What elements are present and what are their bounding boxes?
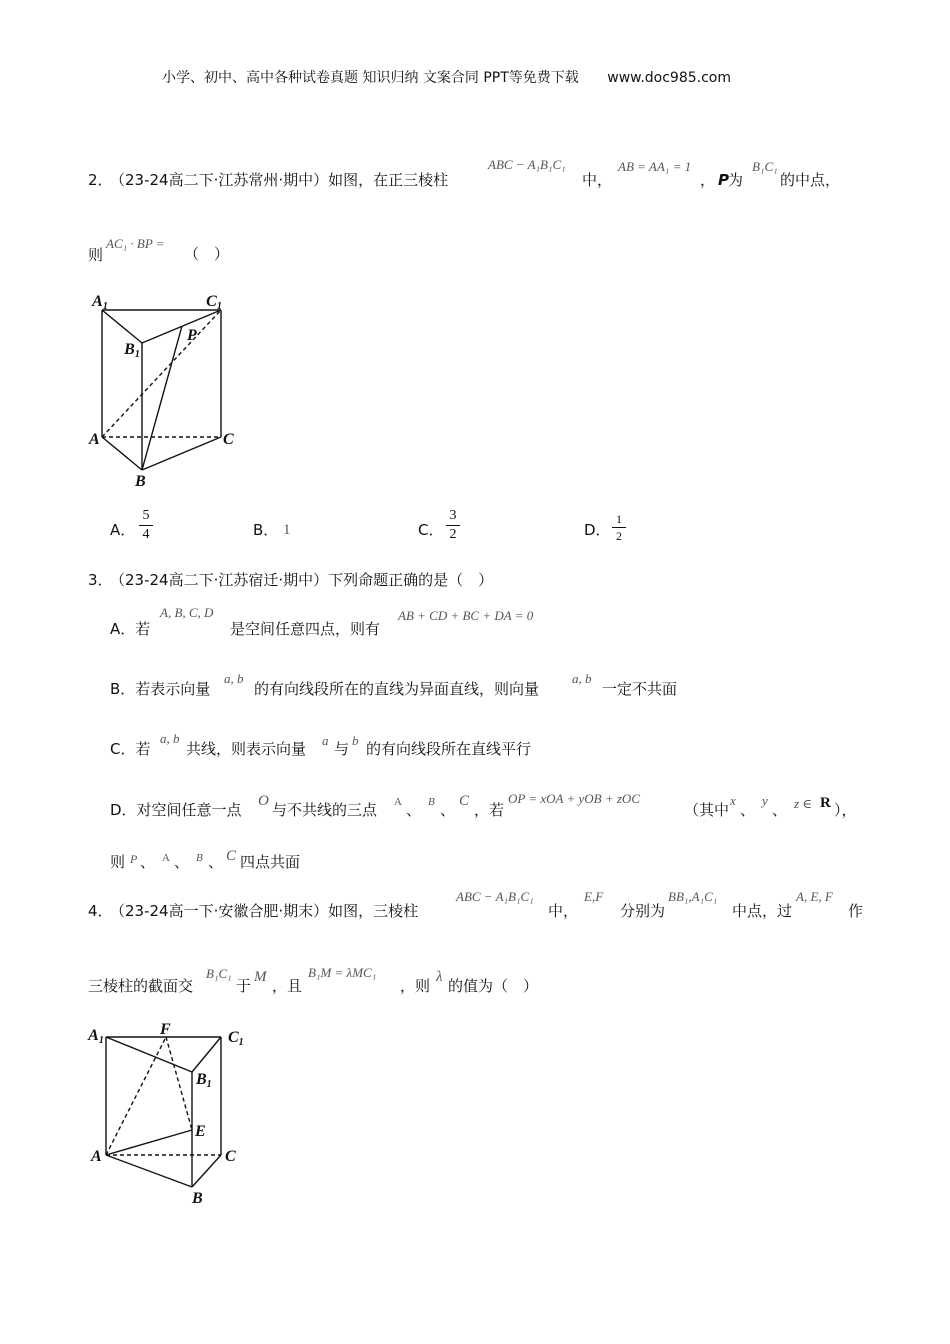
- q4-text1: 分别为: [620, 902, 666, 920]
- q3-option-d-o: O: [258, 793, 269, 809]
- fig2-label-b: B: [192, 1190, 203, 1205]
- q2-option-d-frac: 1 2: [612, 513, 626, 542]
- fig2-label-a: A: [91, 1148, 102, 1165]
- q3-option-b-vectors2: a, b: [572, 671, 592, 686]
- q2-condition-formula: AB = AA₁ = 1: [618, 159, 692, 174]
- q3-option-d-pc: C: [459, 793, 470, 809]
- q2-answer-paren: （ ）: [184, 245, 230, 263]
- q2-ze: 则: [88, 246, 104, 264]
- q2-option-d-letter[interactable]: D．: [584, 521, 611, 539]
- q2-text-mid: 中，: [582, 171, 613, 189]
- q3-option-d-lead[interactable]: D．对空间任意一点: [110, 801, 242, 819]
- q3-option-d-text4: ），: [834, 801, 857, 819]
- q2-source: （23-24高二下·江苏常州·期中）如图，在正三棱柱: [110, 171, 449, 189]
- q2-text-wei: 为: [728, 171, 744, 189]
- fig2-label-f: F: [160, 1021, 171, 1038]
- q2-option-c-letter[interactable]: C．: [418, 521, 444, 539]
- q4-text-mid: 中，: [548, 902, 579, 920]
- q3-option-d-line2-a: A: [162, 852, 170, 864]
- q4-line2-text2: 于: [236, 977, 252, 995]
- q3-option-d-line2-sep3: 、: [208, 853, 224, 871]
- fig1-label-c1: C1: [206, 293, 222, 312]
- q3-option-b-vectors1: a, b: [224, 671, 244, 686]
- fig2-label-c: C: [225, 1148, 236, 1165]
- q4-line2-m: M: [254, 969, 267, 985]
- q3-option-d-sep1: 、: [406, 801, 422, 819]
- fig2-label-c1: C1: [228, 1029, 244, 1048]
- fig1-label-c: C: [223, 431, 234, 448]
- q4-line2-text5: 的值为（ ）: [448, 977, 539, 995]
- q3-option-c-vector-b: b: [352, 733, 359, 748]
- q2-option-b-letter[interactable]: B．: [253, 521, 279, 539]
- q3-option-d-line2-ze: 则: [110, 853, 126, 871]
- q2-prism-formula: ABC − A₁B₁C₁: [488, 157, 566, 172]
- q2-option-c-frac: 3 2: [446, 509, 460, 542]
- q4-line2-lambda: λ: [436, 969, 443, 985]
- q2-text-tail: 的中点，: [780, 171, 841, 189]
- q3-option-c-lead[interactable]: C．若: [110, 740, 151, 758]
- q4-segments: BB₁,A₁C₁: [668, 889, 718, 904]
- q3-stem: （23-24高二下·江苏宿迁·期中）下列命题正确的是（ ）: [110, 571, 494, 589]
- q3-option-a-text: 是空间任意四点，则有: [230, 620, 381, 638]
- q2-option-a-frac: 5 4: [139, 509, 153, 542]
- q2-segment: B₁C₁: [752, 159, 778, 174]
- q3-option-a-equation: AB + CD + BC + DA = 0: [398, 608, 534, 623]
- q3-option-d-equation: OP = xOA + yOB + zOC: [508, 791, 640, 806]
- q4-ef: E,F: [584, 889, 604, 904]
- q3-option-d-text2: ，若: [474, 801, 505, 819]
- q4-line2-segment: B₁C₁: [206, 966, 232, 981]
- q3-option-d-line2-c: C: [226, 848, 237, 864]
- q3-option-d-line2-b: B: [196, 852, 203, 864]
- q4-prism-formula: ABC − A₁B₁C₁: [456, 889, 534, 904]
- fig2-label-a1: A1: [88, 1027, 104, 1046]
- q4-prism-figure: [80, 1020, 250, 1205]
- q3-option-d-text1: 与不共线的三点: [272, 801, 378, 819]
- q4-number: 4．: [88, 902, 113, 920]
- q3-option-c-vector-a: a: [322, 733, 329, 748]
- q2-prism-figure: [80, 288, 250, 488]
- q4-line2-text3: ，且: [272, 977, 303, 995]
- q3-option-d-pa: A: [394, 796, 402, 808]
- q3-option-d-sep4: 、: [772, 801, 788, 819]
- q3-option-c-text3: 的有向线段所在直线平行: [366, 740, 532, 758]
- q3-number: 3．: [88, 571, 113, 589]
- fig1-label-b1: B1: [124, 341, 140, 360]
- q3-option-d-x: x: [730, 793, 736, 808]
- q3-option-d-pb: B: [428, 796, 435, 808]
- q2-point-p: P: [718, 171, 729, 189]
- q4-points: A, E, F: [796, 889, 833, 904]
- q3-option-d-sep3: 、: [740, 801, 756, 819]
- q4-line2-text4: ，则: [400, 977, 431, 995]
- q3-option-b-text2: 一定不共面: [602, 680, 678, 698]
- q2-number: 2．: [88, 171, 113, 189]
- q3-option-d-line2-text: 四点共面: [240, 853, 301, 871]
- header-banner: [162, 71, 731, 85]
- header-site-link[interactable]: www.doc985.com: [607, 70, 731, 86]
- fig1-label-b: B: [135, 473, 146, 488]
- q2-option-a-letter[interactable]: A．: [110, 521, 136, 539]
- fig2-label-e: E: [195, 1123, 206, 1140]
- q3-option-d-z: z ∈: [794, 796, 812, 811]
- fig1-label-a1: A1: [92, 293, 108, 312]
- q4-line2-equation: B₁M = λMC₁: [308, 965, 377, 980]
- q2-option-b-value: 1: [283, 522, 291, 538]
- q4-text2: 中点，过: [732, 902, 793, 920]
- header-text: 小学、初中、高中各种试卷真题 知识归纳 文案合同 PPT等免费下载: [162, 70, 579, 86]
- q3-option-b-lead[interactable]: B．若表示向量: [110, 680, 211, 698]
- fig1-label-p: P: [187, 327, 197, 344]
- q3-option-a-lead[interactable]: A．若: [110, 620, 151, 638]
- q4-zuo: 作: [848, 902, 864, 920]
- q2-expression: AC₁ · BP =: [106, 236, 165, 251]
- q4-source: （23-24高一下·安徽合肥·期末）如图，三棱柱: [110, 902, 419, 920]
- q3-option-d-line2-sep2: 、: [174, 853, 190, 871]
- q3-option-d-y: y: [762, 793, 768, 808]
- q3-option-d-line2-sep1: 、: [140, 853, 156, 871]
- q3-option-a-points: A, B, C, D: [160, 605, 214, 620]
- q3-option-c-text2: 与: [334, 740, 350, 758]
- q3-option-d-sep2: 、: [440, 801, 456, 819]
- fig2-label-b1: B1: [196, 1071, 212, 1090]
- q3-option-d-text3: （其中: [684, 801, 730, 819]
- q3-option-c-vectors: a, b: [160, 731, 180, 746]
- q4-line2-text1: 三棱柱的截面交: [88, 977, 194, 995]
- q3-option-c-text1: 共线，则表示向量: [186, 740, 307, 758]
- q3-option-d-line2-p: P: [130, 852, 138, 866]
- q2-comma: ，: [700, 171, 716, 189]
- fig1-label-a: A: [89, 431, 100, 448]
- q3-option-b-text1: 的有向线段所在的直线为异面直线，则向量: [254, 680, 540, 698]
- q3-option-d-reals: R: [820, 795, 831, 811]
